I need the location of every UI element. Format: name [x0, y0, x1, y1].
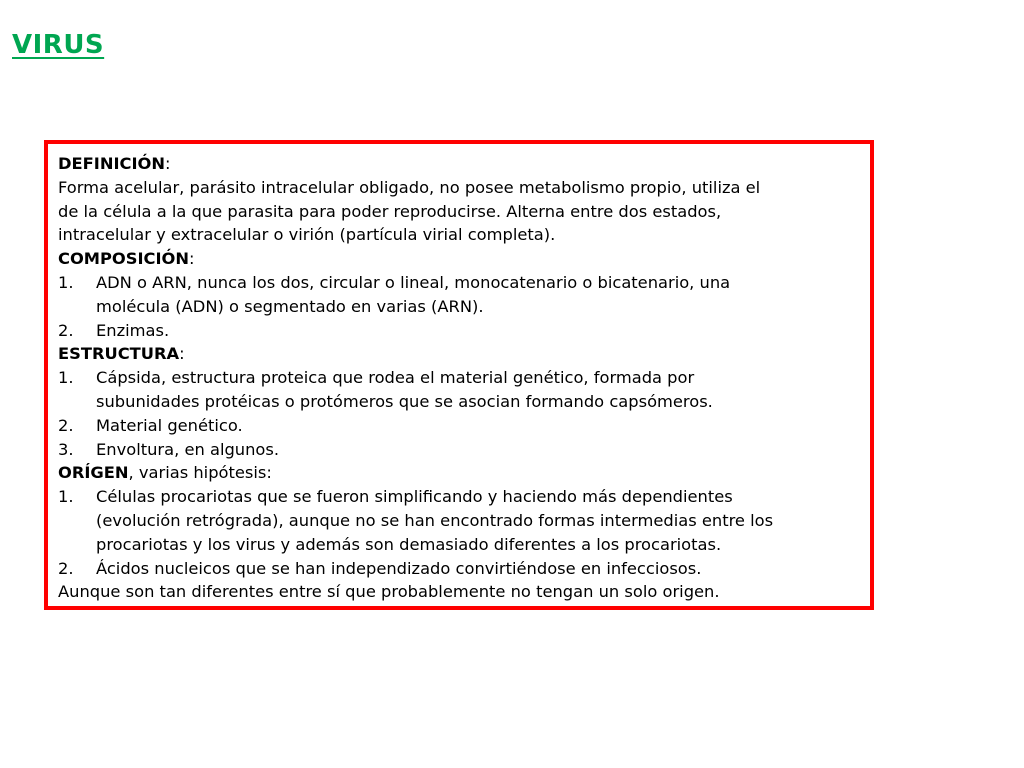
list-item-line: procariotas y los virus y además son demasiado diferentes a los procariotas. — [96, 534, 722, 554]
definicion-line: intracelular y extracelular o virión (partícula virial completa). — [58, 225, 556, 245]
list-item — [58, 438, 860, 462]
list-item-text — [96, 414, 860, 438]
list-item-text — [96, 485, 860, 556]
list-item-line: ADN o ARN, nunca los dos, circular o lineal, monocatenario o bicatenario, una — [96, 272, 731, 292]
list-item — [58, 557, 860, 581]
estructura-heading-word: ESTRUCTURA — [58, 344, 180, 364]
list-item — [58, 414, 860, 438]
list-number: 2. — [58, 415, 74, 435]
origen-conclusion: Aunque son tan diferentes entre sí que probablemente no tengan un solo origen. — [58, 582, 720, 602]
list-item-line: (evolución retrógrada), aunque no se han encontrado formas intermedias entre los — [96, 510, 774, 530]
origen-heading — [58, 461, 860, 485]
list-item-text — [96, 319, 860, 343]
list-item-text — [96, 438, 860, 462]
list-item — [58, 319, 860, 343]
origen-heading-suffix: , varias hipótesis: — [128, 463, 272, 483]
list-number: 2. — [58, 558, 74, 578]
list-item — [58, 366, 860, 414]
definicion-line: de la célula a la que parasita para poder reproducirse. Alterna entre dos estados, — [58, 201, 722, 221]
list-item-text — [96, 557, 860, 581]
list-item-line: subunidades protéicas o protómeros que se asocian formando capsómeros. — [96, 391, 713, 411]
definicion-heading-word: DEFINICIÓN — [58, 154, 165, 173]
list-number: 1. — [58, 272, 74, 292]
estructura-heading — [58, 342, 860, 366]
list-number: 2. — [58, 320, 74, 340]
list-item — [58, 271, 860, 319]
composicion-heading-word: COMPOSICIÓN — [58, 249, 190, 269]
list-item-line: Enzimas. — [96, 320, 170, 340]
list-item-text — [96, 366, 860, 414]
list-number: 1. — [58, 368, 74, 388]
list-item-line: Células procariotas que se fueron simplificando y haciendo más dependientes — [96, 487, 733, 507]
list-item-line: Material genético. — [96, 415, 243, 435]
page-title: VIRUS — [12, 30, 105, 60]
list-item-line: Envoltura, en algunos. — [96, 439, 280, 459]
list-item — [58, 485, 860, 556]
list-number: 3. — [58, 439, 74, 459]
definicion-heading-suffix: : — [164, 154, 171, 173]
definicion-line: Forma acelular, parásito intracelular obligado, no posee metabolismo propio, utiliza el — [58, 177, 761, 197]
definicion-heading — [58, 152, 860, 176]
content-box — [44, 140, 874, 610]
list-item-text — [96, 271, 860, 319]
estructura-heading-suffix: : — [179, 344, 185, 364]
origen-heading-word: ORÍGEN — [58, 463, 129, 483]
list-number: 1. — [58, 487, 74, 507]
composicion-heading — [58, 247, 860, 271]
list-item-line: Cápsida, estructura proteica que rodea el material genético, formada por — [96, 368, 695, 388]
list-item-line: molécula (ADN) o segmentado en varias (ARN). — [96, 296, 484, 316]
composicion-heading-suffix: : — [189, 249, 195, 269]
list-item-line: Ácidos nucleicos que se han independizado convirtiéndose en infecciosos. — [96, 558, 702, 578]
